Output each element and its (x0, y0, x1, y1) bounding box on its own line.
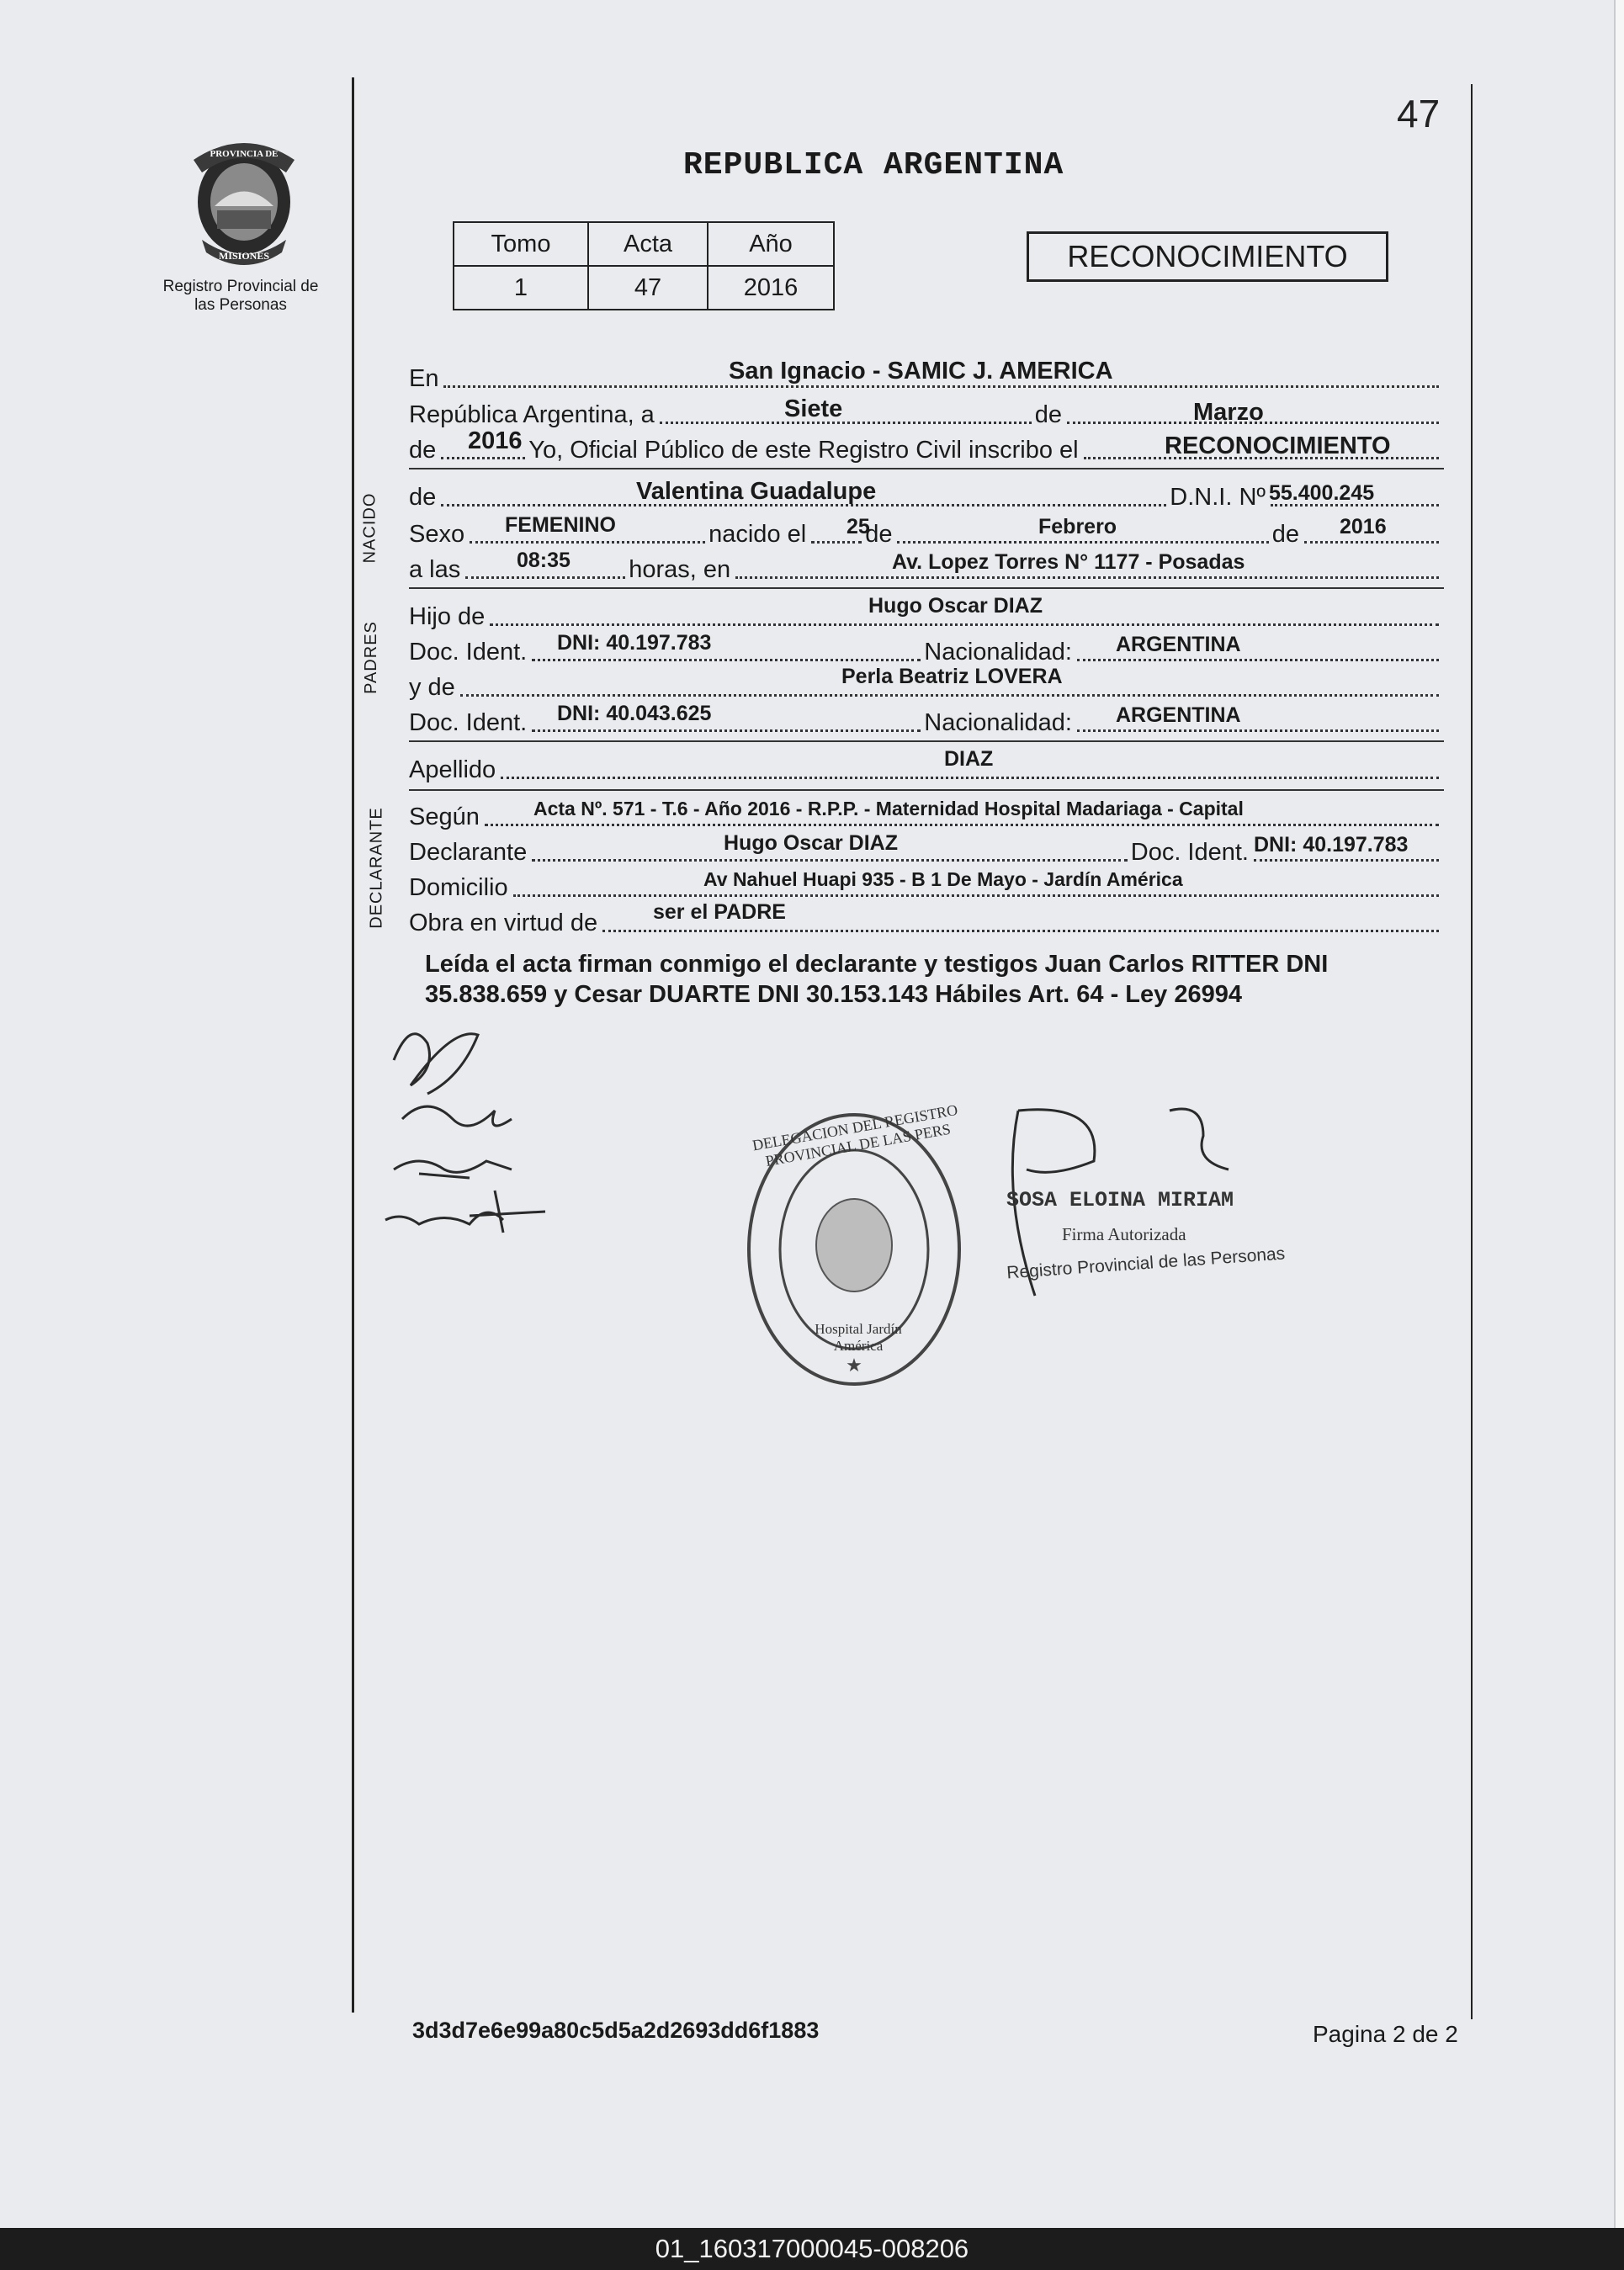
yde-label: y de (409, 674, 455, 701)
alas-label: a las (409, 556, 461, 583)
separator (409, 789, 1444, 791)
side-label-padres: PADRES (361, 621, 380, 694)
padre-doc: DNI: 40.197.783 (557, 631, 712, 655)
page-number: 47 (1397, 92, 1441, 135)
dni-label: D.N.I. Nº (1170, 484, 1266, 511)
de-label: de (1271, 521, 1299, 548)
republica-label: República Argentina, a (409, 401, 655, 428)
sexo-value: FEMENINO (505, 513, 616, 537)
hijo-label: Hijo de (409, 603, 486, 630)
anio-value: 2016 (708, 266, 834, 310)
doc-label: Doc. Ident. (409, 709, 528, 736)
row-apellido (409, 749, 1442, 786)
lugar-value: Av. Lopez Torres N° 1177 - Posadas (892, 550, 1245, 574)
sexo-label: Sexo (409, 521, 465, 548)
anio-inscripcion: 2016 (468, 427, 523, 454)
province-logo (177, 126, 311, 273)
declarante-value: Hugo Oscar DIAZ (724, 831, 898, 855)
row-obra (409, 902, 1442, 939)
official-name: SOSA ELOINA MIRIAM (1006, 1188, 1234, 1212)
tomo-value: 1 (454, 266, 588, 310)
svg-text:PROVINCIA DE: PROVINCIA DE (210, 149, 279, 159)
side-label-nacido: NACIDO (360, 492, 379, 564)
nacionalidad-label: Nacionalidad: (924, 639, 1072, 666)
official-role: Firma Autorizada (1062, 1224, 1186, 1244)
left-margin-rule (352, 77, 354, 2013)
acta-value: 47 (588, 266, 708, 310)
de-label: de (409, 484, 437, 511)
domicilio-label: Domicilio (409, 874, 508, 901)
obra-label: Obra en virtud de (409, 910, 598, 936)
register-header: Acta (588, 222, 708, 266)
stamp-ring-text: DELEGACION DEL REGISTRO PROVINCIAL DE LAS PERS (751, 1101, 959, 1170)
separator (409, 740, 1444, 742)
apellido-label: Apellido (409, 756, 496, 783)
register-value-row (454, 266, 834, 310)
register-table (453, 221, 835, 310)
decl-doc-value: DNI: 40.197.783 (1254, 833, 1409, 857)
document-hash: 3d3d7e6e99a80c5d5a2d2693dd6f1883 (412, 2018, 820, 2043)
svg-text:MISIONES: MISIONES (218, 250, 270, 262)
madre-value: Perla Beatriz LOVERA (841, 665, 1063, 688)
page-indicator: Pagina 2 de 2 (1313, 2021, 1458, 2047)
dia-value: Siete (784, 395, 843, 422)
row-fecha (409, 394, 1442, 431)
segun-value: Acta Nº. 571 - T.6 - Año 2016 - R.P.P. - Maternidad Hospital Madariaga - Capital (533, 798, 1244, 819)
nacido-label: nacido el (709, 521, 807, 548)
nac-mes: Febrero (1038, 515, 1117, 538)
en-value: San Ignacio - SAMIC J. AMERICA (729, 358, 1113, 385)
side-label-declarante: DECLARANTE (367, 807, 386, 929)
nacionalidad-label: Nacionalidad: (924, 709, 1072, 736)
mes-value: Marzo (1193, 399, 1264, 426)
svg-text:★: ★ (846, 1355, 862, 1376)
register-header: Tomo (454, 222, 588, 266)
declarante-label: Declarante (409, 839, 528, 866)
paper-edge (1614, 0, 1624, 2228)
domicilio-value: Av Nahuel Huapi 935 - B 1 De Mayo - Jardín América (703, 868, 1183, 890)
document-title: REPUBLICA ARGENTINA (683, 147, 1064, 183)
decl-doc-label: Doc. Ident. (1130, 839, 1249, 866)
separator (409, 468, 1444, 469)
nac-dia: 25 (846, 515, 870, 538)
inscribo-label: Yo, Oficial Público de este Registro Civil inscribo el (528, 437, 1079, 464)
madre-doc: DNI: 40.043.625 (557, 702, 712, 725)
closing-note: Leída el acta firman conmigo el declarante y testigos Juan Carlos RITTER DNI 35.838.659 y Cesar DUARTE DNI 30.153.143 Hábiles Art. 64 - Ley 26994 (425, 951, 1329, 1008)
act-type-box: RECONOCIMIENTO (1027, 231, 1388, 282)
register-header: Año (708, 222, 834, 266)
dni-value: 55.400.245 (1269, 481, 1375, 505)
de-label: de (409, 437, 437, 464)
inscribo-value: RECONOCIMIENTO (1165, 432, 1391, 459)
hora-value: 08:35 (517, 549, 571, 572)
apellido-value: DIAZ (944, 747, 994, 771)
separator (409, 587, 1444, 589)
logo-caption: Registro Provincial de las Personas (162, 278, 319, 314)
padre-nac: ARGENTINA (1116, 633, 1241, 656)
nac-anio: 2016 (1340, 515, 1387, 538)
segun-label: Según (409, 804, 480, 830)
obra-value: ser el PADRE (653, 900, 786, 924)
de-label: de (1034, 401, 1063, 428)
doc-label: Doc. Ident. (409, 639, 528, 666)
horas-label: horas, en (629, 556, 731, 583)
official-office: Registro Provincial de las Personas (1006, 1244, 1286, 1283)
stamp-inner-text: Hospital Jardín América (815, 1321, 902, 1354)
padre-value: Hugo Oscar DIAZ (868, 594, 1043, 618)
en-label: En (409, 365, 439, 392)
madre-nac: ARGENTINA (1116, 703, 1241, 727)
witness-signatures (377, 1010, 562, 1262)
nombre-value: Valentina Guadalupe (636, 478, 877, 505)
de-label: de (865, 521, 893, 548)
right-margin-rule (1471, 84, 1473, 2019)
file-id-bar: 01_160317000045-008206 (0, 2228, 1624, 2270)
register-header-row (454, 222, 834, 266)
